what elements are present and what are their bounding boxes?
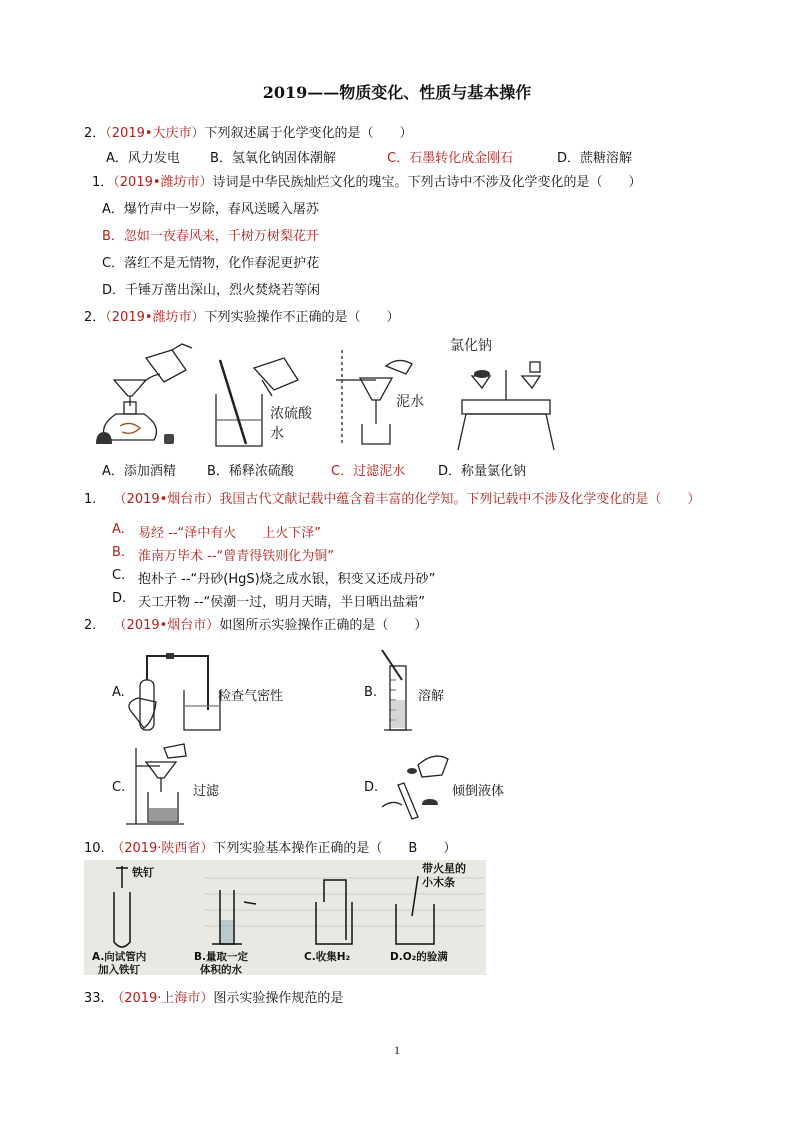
caption-a-line2: 加入铁钉 <box>98 964 140 976</box>
item-d-label: 倾倒液体 <box>452 784 505 799</box>
page-number: 1 <box>394 1043 400 1057</box>
question-number: 2． <box>84 126 106 141</box>
caption-a-line1: A.向试管内 <box>92 951 147 963</box>
item-d-letter: D. <box>364 780 379 795</box>
option-c: C．石墨转化成金刚石 <box>387 151 514 166</box>
question-stem: 下列叙述属于化学变化的是（ ） <box>204 126 413 141</box>
option-text: 淮南万毕术 --“曾青得铁则化为铜” <box>138 549 334 564</box>
option-letter: C. <box>112 568 126 583</box>
option-b: B．稀释浓硫酸 <box>207 464 294 479</box>
question-source: （2019•大庆市） <box>105 126 205 141</box>
item-a-letter: A. <box>112 685 125 700</box>
option-c: C．过滤泥水 <box>331 464 406 479</box>
iron-nail-label: 铁钉 <box>132 866 154 879</box>
question-1 <box>84 122 413 141</box>
glowing-splint-label-2: 小木条 <box>422 876 455 889</box>
item-b-letter: B. <box>364 685 378 700</box>
question-number: 33. <box>84 991 105 1006</box>
option-d: D．称量氯化钠 <box>438 464 527 479</box>
alcohol-lamp-illustration <box>104 344 192 440</box>
caption-c: C.收集H₂ <box>304 951 351 963</box>
question-stem: 诗词是中华民族灿烂文化的瑰宝。下列古诗中不涉及化学变化的是（ ） <box>212 175 642 190</box>
salt-pile-icon <box>474 370 490 378</box>
lamp-cap-icon <box>96 432 112 444</box>
option-text: 抱朴子 --“丹砂(HgS)烧之成水银，积变又还成丹砂” <box>138 572 436 587</box>
question-stem: 图示实验操作规范的是 <box>213 991 344 1006</box>
question-stem: 如图所示实验操作正确的是（ ） <box>219 618 428 633</box>
question-3 <box>84 306 400 325</box>
question-5 <box>84 614 427 633</box>
question-number: 1． <box>92 175 114 190</box>
option-c <box>112 568 436 587</box>
pouring-liquid-illustration <box>378 745 450 825</box>
question-stem: 下列实验基本操作正确的是（ B ） <box>213 841 457 856</box>
question-6 <box>84 837 456 856</box>
option-a: A．添加酒精 <box>102 464 176 479</box>
concentrated-acid-label: 浓硫酸 <box>270 406 312 422</box>
question-number: 10. <box>84 841 105 856</box>
option-d: D．蔗糖溶解 <box>557 151 633 166</box>
option-b: B．氢氧化钠固体潮解 <box>210 151 336 166</box>
caption-b-line2: 体积的水 <box>200 964 242 976</box>
question-source: （2019•烟台市） <box>113 492 220 507</box>
item-c-letter: C. <box>112 780 126 795</box>
muddy-water-label: 泥水 <box>396 394 424 410</box>
item-a-label: 检查气密性 <box>218 689 284 704</box>
sodium-chloride-label: 氯化钠 <box>450 338 492 354</box>
option-text: 易经 --“泽中有火 上火下泽” <box>138 526 321 541</box>
page-title: 2019——物质变化、性质与基本操作 <box>262 83 532 102</box>
balance-illustration <box>458 362 554 450</box>
glowing-splint-label-1: 带火星的 <box>422 862 466 875</box>
option-a: A．风力发电 <box>106 151 180 166</box>
bottle-stopper-icon <box>422 799 438 805</box>
question-source: （2019•潍坊市） <box>113 175 213 190</box>
option-d <box>112 591 425 610</box>
question-stem: 下列实验操作不正确的是（ ） <box>204 310 400 325</box>
question-2 <box>92 171 642 190</box>
item-c-label: 过滤 <box>193 784 220 799</box>
option-text: 天工开物 --“侯潮一过，明月天睛，半日晒出盐霜” <box>138 595 425 610</box>
scanned-figure <box>84 860 486 975</box>
caption-b-line1: B.量取一定 <box>194 951 248 963</box>
option-letter: B. <box>112 545 126 560</box>
option-b: B．忽如一夜春风来，千树万树梨花开 <box>102 229 319 244</box>
question-source: （2019·上海市） <box>117 991 214 1006</box>
question-4 <box>84 488 700 507</box>
caption-d: D.O₂的验满 <box>390 951 448 963</box>
question-source: （2019·陕西省） <box>117 841 214 856</box>
filtration-setup-illustration <box>124 742 194 827</box>
question-source: （2019•潍坊市） <box>105 310 205 325</box>
water-label: 水 <box>270 426 284 442</box>
option-d: D．千锤万凿出深山，烈火焚烧若等闲 <box>102 283 321 298</box>
option-a: A．爆竹声中一岁除，春风送暖入屠苏 <box>102 202 319 217</box>
dilute-acid-illustration <box>216 358 298 446</box>
lab-operations-figure <box>86 340 556 455</box>
option-letter: A. <box>112 522 125 537</box>
question-number: 2. <box>84 618 97 633</box>
option-letter: D. <box>112 591 127 606</box>
question-source: （2019•烟台市） <box>113 618 220 633</box>
dissolving-illustration <box>376 650 416 740</box>
option-a <box>112 522 321 541</box>
question-7 <box>84 987 343 1006</box>
question-number: 1. <box>84 492 97 507</box>
question-stem: 我国古代文献记载中蕴含着丰富的化学知。下列记载中不涉及化学变化的是（ ） <box>219 492 701 507</box>
item-b-label: 溶解 <box>418 689 445 704</box>
question-number: 2． <box>84 310 106 325</box>
airtightness-check-illustration <box>124 650 224 740</box>
option-b <box>112 545 334 564</box>
option-c: C．落红不是无情物，化作春泥更护花 <box>102 256 320 271</box>
